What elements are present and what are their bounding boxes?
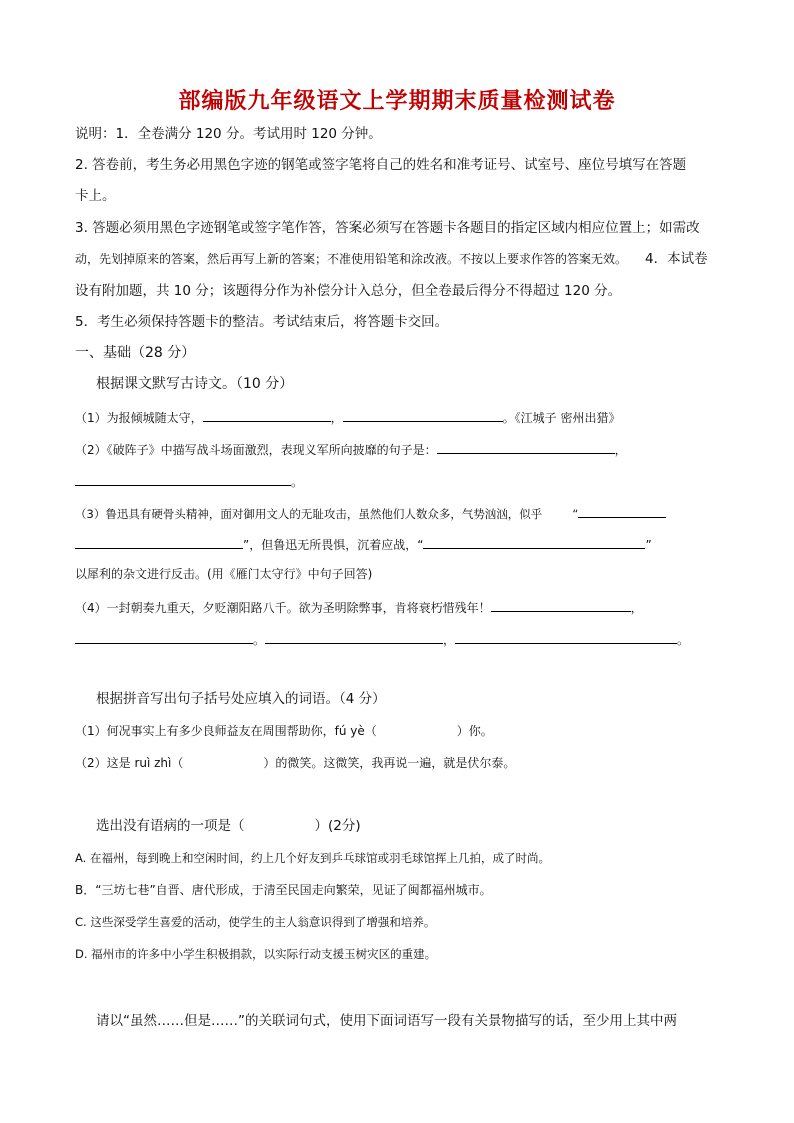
answer-blank[interactable] xyxy=(578,502,666,518)
note-3-cont xyxy=(75,249,735,269)
note-2-cont: 卡上。 xyxy=(75,188,116,204)
note-1: 说明：1．全卷满分 120 分。考试用时 120 分钟。 xyxy=(75,126,382,142)
q4-text: 请以“虽然……但是……”的关联词句式，使用下面词语写一段有关景物描写的话，至少用上其中两 xyxy=(96,1013,677,1029)
note-4-start: 4．本试卷 xyxy=(645,251,708,267)
answer-blank[interactable] xyxy=(75,628,253,644)
q1-item-4: （4）一封朝奏九重天，夕贬潮阳路八千。欲为圣明除弊事，肯将衰朽惜残年！ ， xyxy=(75,596,735,618)
q1-item-4-cont: 。 ， 。 xyxy=(75,628,735,650)
q1-item-2: （2）《破阵子》中描写战斗场面激烈，表现义军所向披靡的句子是： ， xyxy=(75,438,735,460)
answer-blank[interactable] xyxy=(343,406,503,422)
q1-item-2-cont: 。 xyxy=(75,470,735,492)
answer-blank[interactable] xyxy=(75,470,291,486)
answer-blank[interactable] xyxy=(491,596,631,612)
q1-item-3: （3）鲁迅具有硬骨头精神，面对御用文人的无耻攻击，虽然他们人数众多，气势汹汹，似乎 “ xyxy=(75,502,735,524)
note-5: 5．考生必须保持答题卡的整洁。考试结束后，将答题卡交回。 xyxy=(75,314,449,330)
answer-blank[interactable] xyxy=(455,628,677,644)
answer-blank[interactable] xyxy=(437,438,615,454)
q2-item-2: （2）这是 ruì zhì（ ）的微笑。这微笑，我再说一遍，就是伏尔泰。 xyxy=(75,756,516,770)
q2-header: 根据拼音写出句子括号处应填入的词语。（4 分） xyxy=(96,691,386,707)
answer-blank[interactable] xyxy=(203,406,331,422)
q3-option-d: D. 福州市的许多中小学生积极捐款，以实际行动支援玉树灾区的重建。 xyxy=(75,947,437,961)
answer-blank[interactable] xyxy=(423,533,645,549)
answer-blank[interactable] xyxy=(265,628,443,644)
q1-item-1: （1）为报倾城随太守， ， 。《江城子 密州出猎》 xyxy=(75,406,735,428)
q1-item-3-cont: ”，但鲁迅无所畏惧，沉着应战，“ ” xyxy=(75,533,735,555)
note-2: 2. 答卷前，考生务必用黑色字迹的钢笔或签字笔将自己的姓名和准考证号、试室号、座位号填写在答题 xyxy=(75,157,687,173)
q1-header: 根据课文默写古诗文。（10 分） xyxy=(96,376,294,392)
page-title: 部编版九年级语文上学期期末质量检测试卷 xyxy=(178,88,616,114)
q3-option-b: B．“三坊七巷”自晋、唐代形成，于清至民国走向繁荣，见证了闽都福州城市。 xyxy=(75,883,492,897)
q3-header: 选出没有语病的一项是（ ）(2分) xyxy=(96,818,361,834)
q3-option-c: C. 这些深受学生喜爱的活动，使学生的主人翁意识得到了增强和培养。 xyxy=(75,915,436,929)
note-3-text: 动，先划掉原来的答案，然后再写上新的答案；不准使用铅笔和涂改液。不按以上要求作答的答案无效。 xyxy=(75,252,628,266)
note-3: 3. 答题必须用黑色字迹钢笔或签字笔作答，答案必须写在答题卡各题目的指定区域内相应位置上；如需改 xyxy=(75,220,700,236)
answer-blank[interactable] xyxy=(75,533,243,549)
section-heading: 一、基础（28 分） xyxy=(75,345,196,361)
note-4: 设有附加题，共 10 分；该题得分作为补偿分计入总分，但全卷最后得分不得超过 120 分。 xyxy=(75,283,622,299)
q3-option-a: A. 在福州，每到晚上和空闲时间，约上几个好友到乒乓球馆或羽毛球馆挥上几拍，成了时尚。 xyxy=(75,851,550,865)
q2-item-1: （1）何况事实上有多少良师益友在周围帮助你，fú yè（ ）你。 xyxy=(75,724,493,738)
q1-item-3-end: 以犀利的杂文进行反击。(用《雁门太守行》中句子回答) xyxy=(75,567,373,581)
